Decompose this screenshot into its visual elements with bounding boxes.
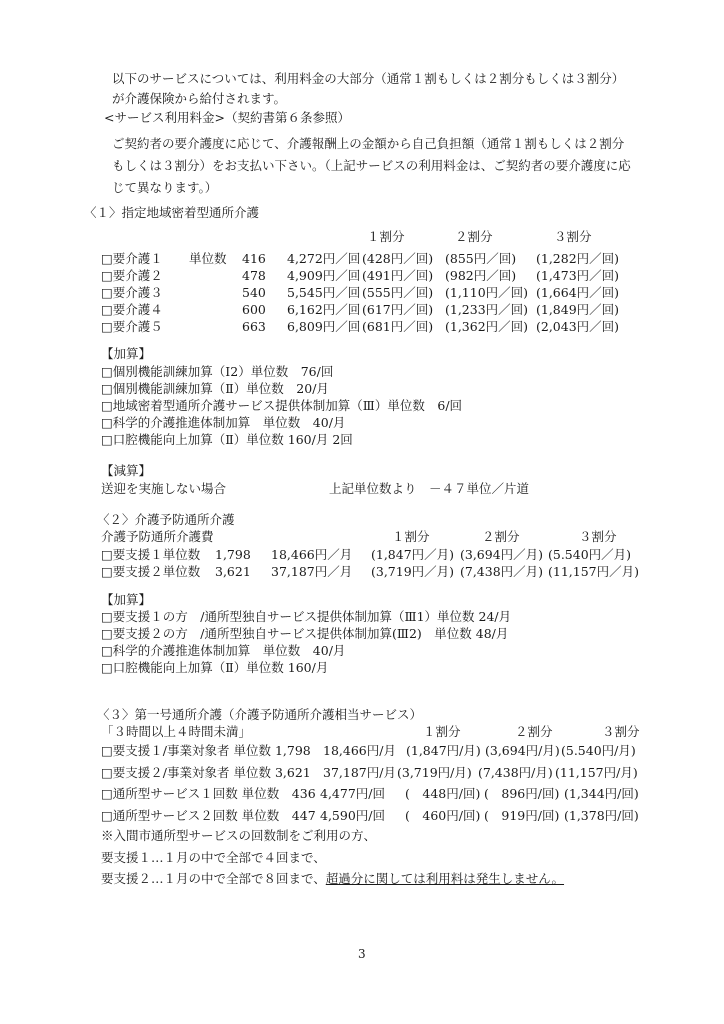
fee-30pct: (5.540円／月) (548, 547, 632, 562)
fee-10pct: (555円／回) (362, 285, 434, 300)
fee-30pct: (1,849円／回) (536, 302, 620, 317)
fee-20pct: (3,694円/月) (485, 743, 560, 758)
addition-item: □個別機能訓練加算（Ⅱ）単位数 20/月 (101, 381, 329, 396)
intro-line-5: もしくは３割分）をお支払い下さい。（上記サービスの利用料金は、ご契約者の要介護度に応 (112, 158, 631, 173)
page-number: 3 (358, 947, 366, 961)
fee-10pct: (1,847円／月) (371, 547, 455, 562)
fee-20pct: (1,362円／回) (445, 319, 529, 334)
section-3-header (0, 724, 724, 740)
reduction-heading: 【減算】 (101, 463, 152, 478)
section-3-title: 〈３〉第一号通所介護（介護予防通所介護相当サービス） (97, 707, 423, 722)
addition-heading: 【加算】 (101, 346, 152, 361)
addition-item: □口腔機能向上加算（Ⅱ）単位数 160/月 2回 (101, 432, 353, 447)
care-level: □要介護２ (101, 268, 163, 283)
reduction-label: 送迎を実施しない場合 (101, 481, 227, 496)
addition-item: □要支援１の方 /通所型独自サービス提供体制加算（Ⅲ1）単位数 24/月 (101, 609, 512, 624)
header-10pct: １割分 (367, 229, 405, 244)
fee-30pct: (1,282円／回) (536, 251, 620, 266)
intro-line-2: が介護保険から給付されます。 (112, 91, 287, 106)
fee-10pct: (681円／回) (362, 319, 434, 334)
header-30pct: ３割分 (579, 529, 617, 544)
fee-20pct: ( 919円/回) (484, 808, 560, 823)
header-10pct: １割分 (392, 529, 430, 544)
fee-10pct: (3,719円/月) (397, 765, 472, 780)
table-row (0, 319, 724, 335)
header-20pct: ２割分 (482, 529, 520, 544)
fee: 4,590円/回 (320, 808, 385, 823)
fee-30pct: (11,157円／月) (548, 564, 639, 579)
units: 600 (242, 302, 266, 317)
table-row (0, 547, 724, 563)
note-line-3 (101, 871, 564, 887)
units: 416 (242, 251, 266, 266)
addition-item: □科学的介護推進体制加算 単位数 40/月 (101, 643, 346, 658)
fee-20pct: (3,694円／月) (460, 547, 544, 562)
table-row (0, 786, 724, 802)
note-line-1: ※入間市通所型サービスの回数制をご利用の方、 (101, 828, 377, 843)
section-2-title: 〈２〉介護予防通所介護 (97, 512, 235, 527)
table-row (0, 251, 724, 267)
service-type: □要支援２/事業対象者 単位数 3,621 (101, 765, 311, 780)
units: 663 (242, 319, 266, 334)
table-row (0, 564, 724, 580)
fee-10pct: ( 448円/回) (405, 786, 481, 801)
fee-10pct: (617円／回) (362, 302, 434, 317)
fee-30pct: (2,043円／回) (536, 319, 620, 334)
fee-20pct: (7,438円／月) (460, 564, 544, 579)
fee-10pct: ( 460円/回) (405, 808, 481, 823)
reduction-value: 上記単位数より －４７単位／片道 (329, 481, 530, 496)
care-level: □要支援１単位数 (101, 547, 201, 562)
fee-10pct: (3,719円／月) (371, 564, 455, 579)
intro-line-4: ご契約者の要介護度に応じて、介護報酬上の金額から自己負担額（通常１割もしくは２割分 (112, 136, 625, 151)
fee-30pct: (1,473円／回) (536, 268, 620, 283)
header-30pct: ３割分 (554, 229, 592, 244)
table-row (0, 285, 724, 301)
addition-heading: 【加算】 (101, 592, 152, 607)
care-level: □要介護１ (101, 251, 163, 266)
fee-20pct: ( 896円/回) (484, 786, 560, 801)
header-30pct: ３割分 (602, 724, 640, 739)
header-20pct: ２割分 (455, 229, 493, 244)
section-1-header (0, 229, 724, 245)
fee: 37,187円/月 (323, 765, 396, 780)
intro-line-1: 以下のサービスについては、利用料金の大部分（通常１割もしくは２割分もしくは３割分） (112, 71, 625, 86)
note-line-2: 要支援１…１月の中で全部で４回まで、 (101, 850, 326, 865)
addition-item: □要支援２の方 /通所型独自サービス提供体制加算(Ⅲ2) 単位数 48/月 (101, 626, 509, 641)
table-row (0, 808, 724, 824)
fee: 6,162円／回 (287, 302, 361, 317)
care-level: □要支援２単位数 (101, 564, 201, 579)
fee-20pct: (855円／回) (445, 251, 517, 266)
fee-20pct: (1,233円／回) (445, 302, 529, 317)
service-fee-heading: <サービス利用料金>（契約書第６条参照） (104, 110, 350, 125)
fee: 4,272円／回 (287, 251, 361, 266)
fee: 4,909円／回 (287, 268, 361, 283)
note-underlined-text: 超過分に関しては利用料は発生しません。 (325, 871, 565, 886)
service-type: □通所型サービス２回数 単位数 447 (101, 808, 316, 823)
addition-item: □口腔機能向上加算（Ⅱ）単位数 160/月 (101, 660, 329, 675)
unit-label: 単位数 (189, 251, 227, 266)
fee-20pct: (1,110円／回) (445, 285, 529, 300)
fee-30pct: (1,378円/回) (564, 808, 639, 823)
addition-item: □科学的介護推進体制加算 単位数 40/月 (101, 415, 346, 430)
fee-30pct: (5.540円/月) (561, 743, 636, 758)
addition-item: □個別機能訓練加算（Ⅰ2）単位数 76/回 (101, 364, 334, 379)
section-1-title: 〈１〉指定地域密着型通所介護 (84, 205, 260, 220)
units: 478 (242, 268, 266, 283)
intro-line-6: じて異なります。） (112, 180, 218, 195)
fee-20pct: (7,438円/月) (478, 765, 553, 780)
care-level: □要介護５ (101, 319, 163, 334)
care-level: □要介護４ (101, 302, 163, 317)
fee-10pct: (428円／回) (362, 251, 434, 266)
fee-20pct: (982円／回) (445, 268, 517, 283)
table-row (0, 743, 724, 759)
fee: 4,477円/回 (320, 786, 385, 801)
units: 1,798 (215, 547, 251, 562)
table-row (0, 302, 724, 318)
note-line-3-text: 要支援２…１月の中で全部で８回まで、 (101, 871, 326, 886)
fee-10pct: (1,847円/月) (406, 743, 481, 758)
section-3-subtitle: 「３時間以上４時間未満」 (101, 724, 252, 739)
section-2-header (0, 529, 724, 545)
table-row (0, 765, 724, 781)
units: 540 (242, 285, 266, 300)
header-10pct: １割分 (423, 724, 461, 739)
table-row (0, 268, 724, 284)
fee: 6,809円／回 (287, 319, 361, 334)
fee: 18,466円／月 (271, 547, 353, 562)
header-20pct: ２割分 (515, 724, 553, 739)
fee-30pct: (1,664円／回) (536, 285, 620, 300)
fee-10pct: (491円／回) (362, 268, 434, 283)
addition-item: □地域密着型通所介護サービス提供体制加算（Ⅲ）単位数 6/回 (101, 398, 463, 413)
fee: 18,466円/月 (323, 743, 396, 758)
section-2-subtitle: 介護予防通所介護費 (101, 529, 214, 544)
fee-30pct: (11,157円/月) (555, 765, 638, 780)
service-type: □通所型サービス１回数 単位数 436 (101, 786, 316, 801)
units: 3,621 (215, 564, 251, 579)
care-level: □要介護３ (101, 285, 163, 300)
service-type: □要支援１/事業対象者 単位数 1,798 (101, 743, 311, 758)
fee: 5,545円／回 (287, 285, 361, 300)
fee: 37,187円／月 (271, 564, 353, 579)
fee-30pct: (1,344円/回) (564, 786, 639, 801)
